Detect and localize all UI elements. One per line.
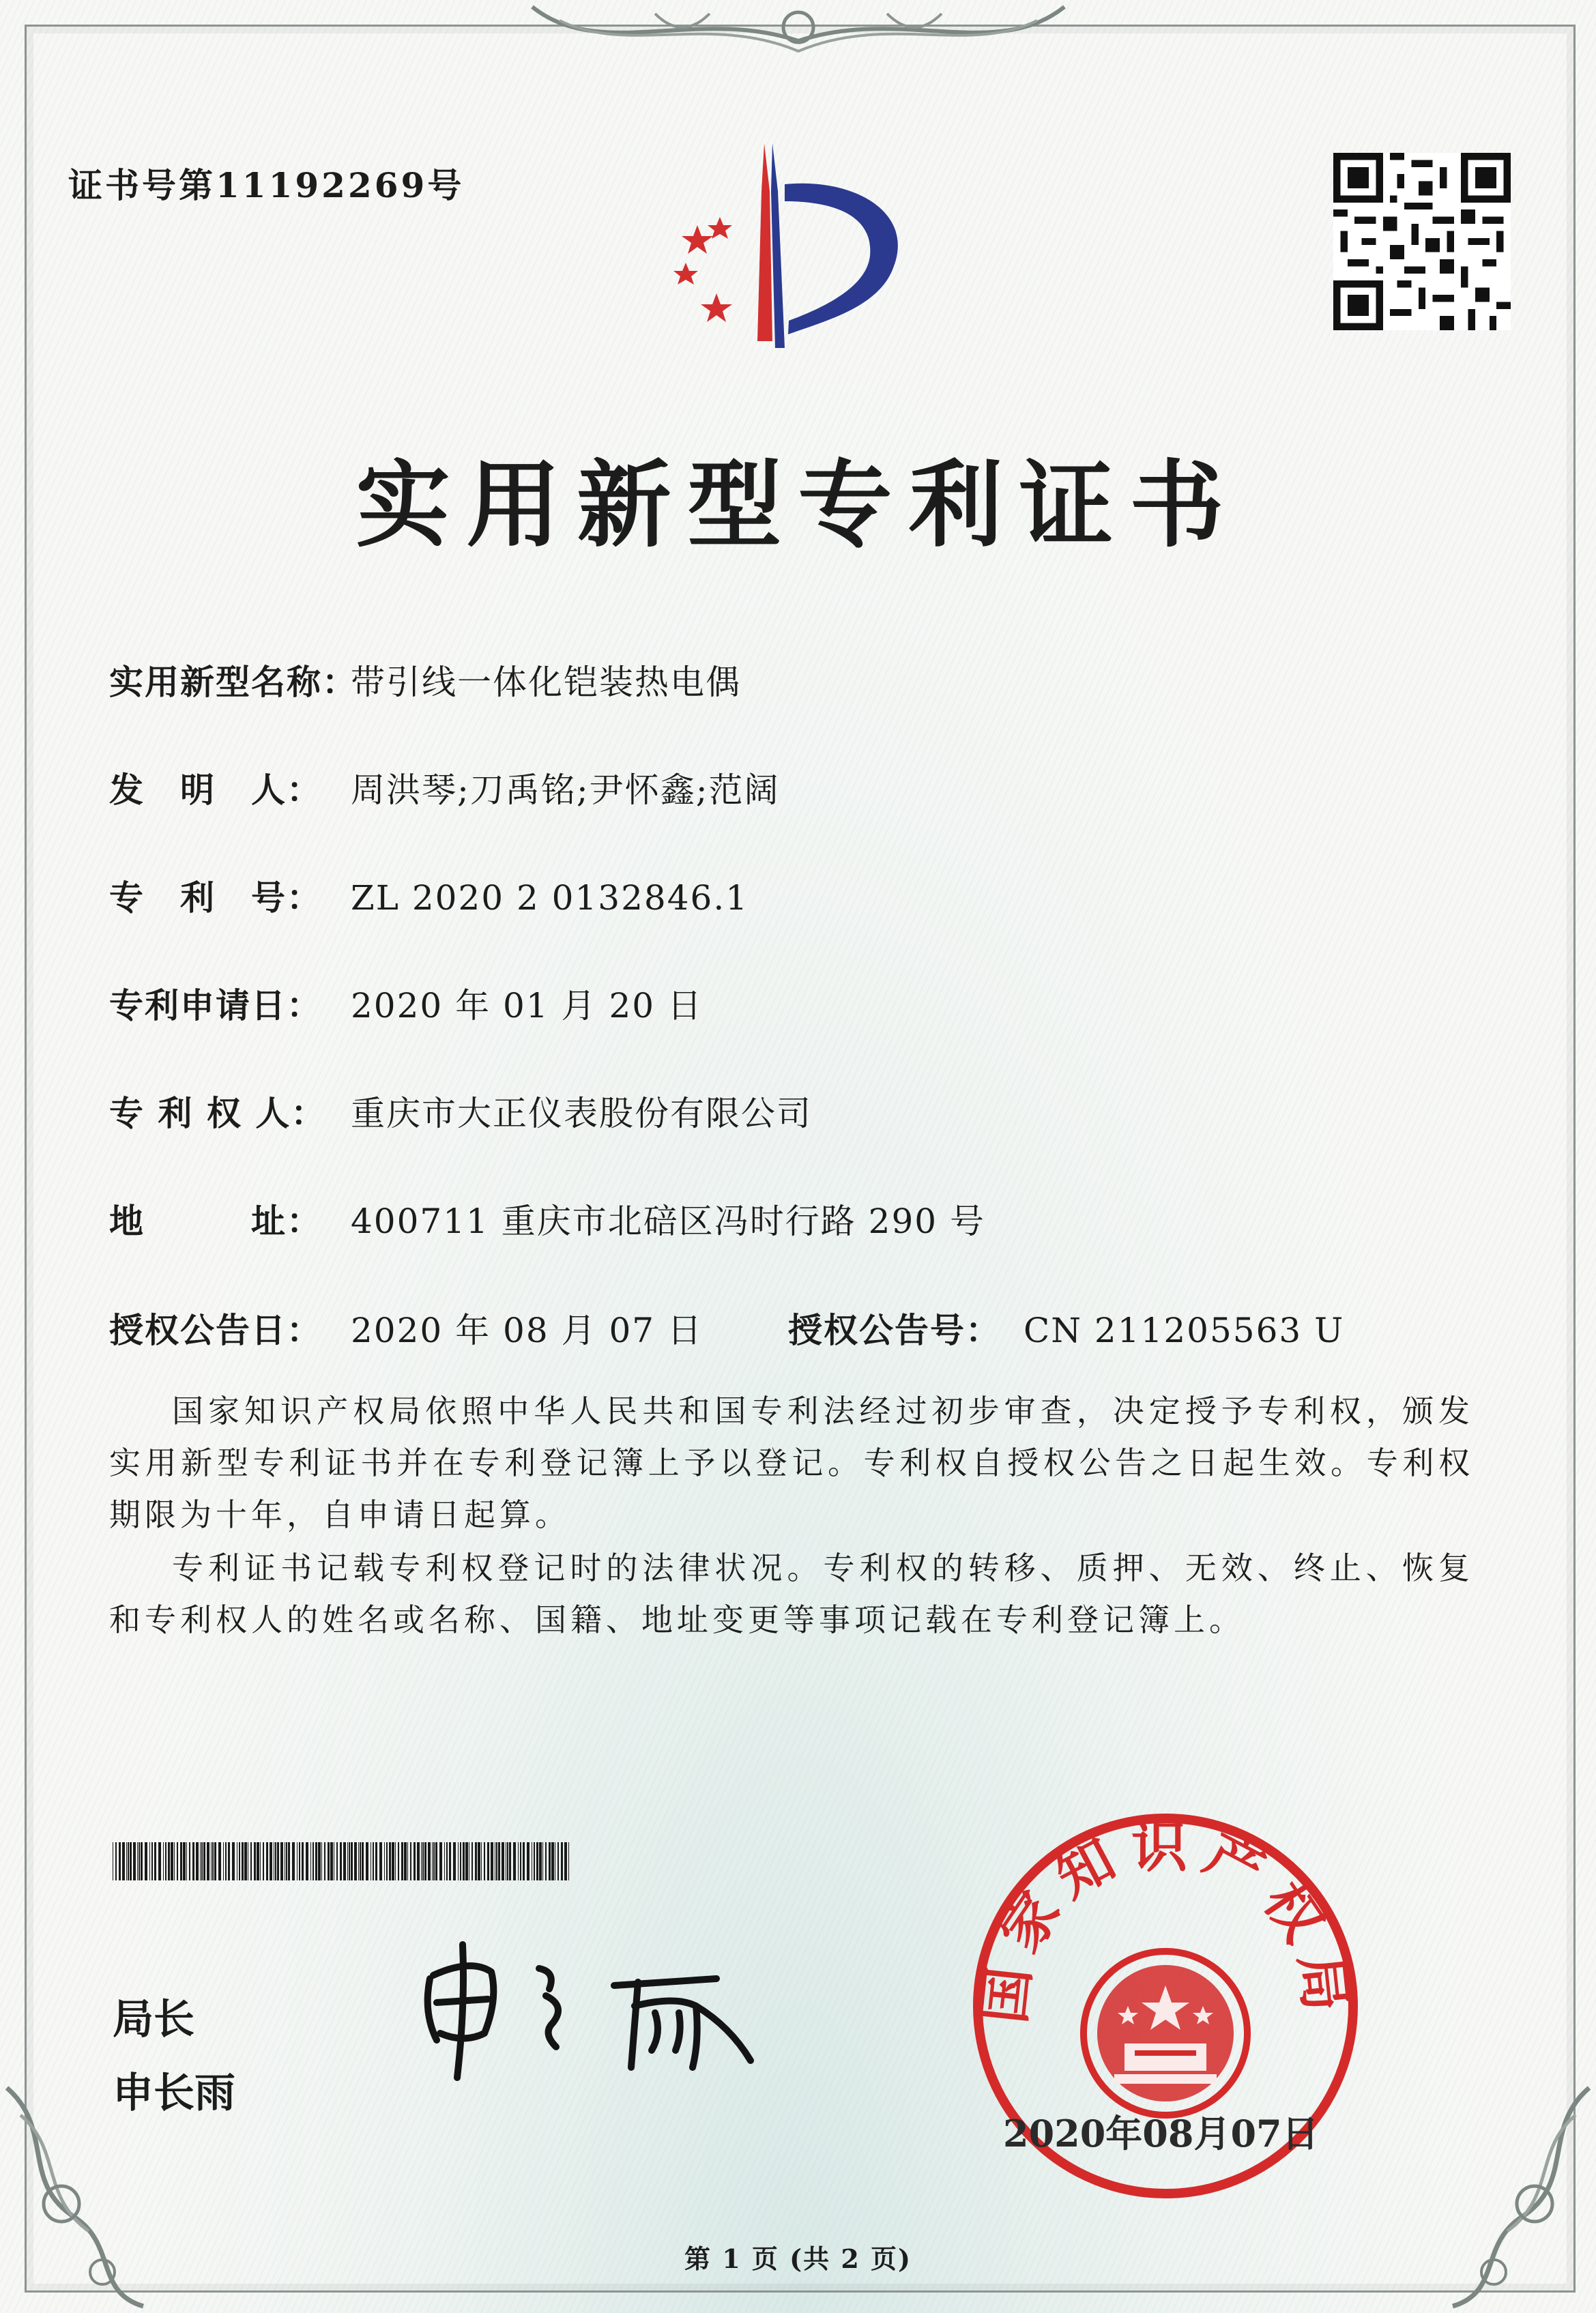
cnipa-logo-icon	[655, 136, 942, 362]
certificate-number: 证书号第11192269号	[68, 165, 465, 205]
qr-code-icon	[1333, 153, 1511, 330]
page-indicator: 第 1 页 (共 2 页)	[684, 2243, 912, 2274]
director-signature	[409, 1931, 792, 2088]
statement-paragraph-1: 国家知识产权局依照中华人民共和国专利法经过初步审查，决定授予专利权，颁发实用新型专利证书并在专利登记簿上予以登记。专利权自授权公告之日起生效。专利权期限为十年，自申请日起算。	[109, 1393, 1474, 1533]
field-address	[109, 1194, 985, 1243]
field-inventors	[109, 763, 780, 812]
field-label: 实用新型名称：	[109, 662, 358, 702]
field-patentee	[109, 1086, 812, 1135]
field-announcement-number	[788, 1303, 1344, 1352]
director-title: 局长	[113, 1996, 194, 2043]
director-name: 申长雨	[113, 2069, 235, 2117]
field-utility-model-name	[109, 655, 741, 704]
field-label: 专 利 号：	[109, 877, 322, 918]
field-label: 授权公告日：	[109, 1310, 322, 1350]
field-label: 专利申请日：	[109, 985, 322, 1025]
top-ornament	[519, 0, 1078, 61]
field-value: CN 211205563 U	[1024, 1311, 1345, 1350]
field-value: 重庆市大正仪表股份有限公司	[351, 1094, 812, 1133]
field-value: 周洪琴;刀禹铭;尹怀鑫;范阔	[351, 770, 780, 810]
field-label: 专 利 权 人：	[109, 1093, 327, 1133]
field-label: 发 明 人：	[109, 770, 322, 810]
field-patent-number	[109, 871, 749, 920]
seal-date: 2020年08月07日	[1003, 2112, 1319, 2155]
field-announcement-date	[109, 1303, 703, 1352]
barcode	[113, 1842, 573, 1880]
field-value: 2020 年 01 月 20 日	[351, 986, 703, 1025]
field-value: 带引线一体化铠装热电偶	[351, 663, 741, 702]
field-label: 地 址：	[109, 1201, 322, 1241]
field-value: 2020 年 08 月 07 日	[351, 1311, 703, 1350]
field-value: ZL 2020 2 0132846.1	[351, 878, 749, 918]
national-emblem-icon	[1084, 1951, 1247, 2115]
field-application-date	[109, 978, 703, 1028]
seal-text: 国家知识产权局	[972, 1815, 1359, 2027]
field-label: 授权公告号：	[788, 1310, 1001, 1350]
bottom-right-ornament	[1446, 2074, 1596, 2313]
field-value: 400711 重庆市北碚区冯时行路 290 号	[351, 1202, 985, 1241]
certificate-title: 实用新型专利证书	[356, 450, 1240, 560]
statement-paragraph-2: 专利证书记载专利权登记时的法律状况。专利权的转移、质押、无效、终止、恢复和专利权人的姓名或名称、国籍、地址变更等事项记载在专利登记簿上。	[109, 1550, 1474, 1638]
